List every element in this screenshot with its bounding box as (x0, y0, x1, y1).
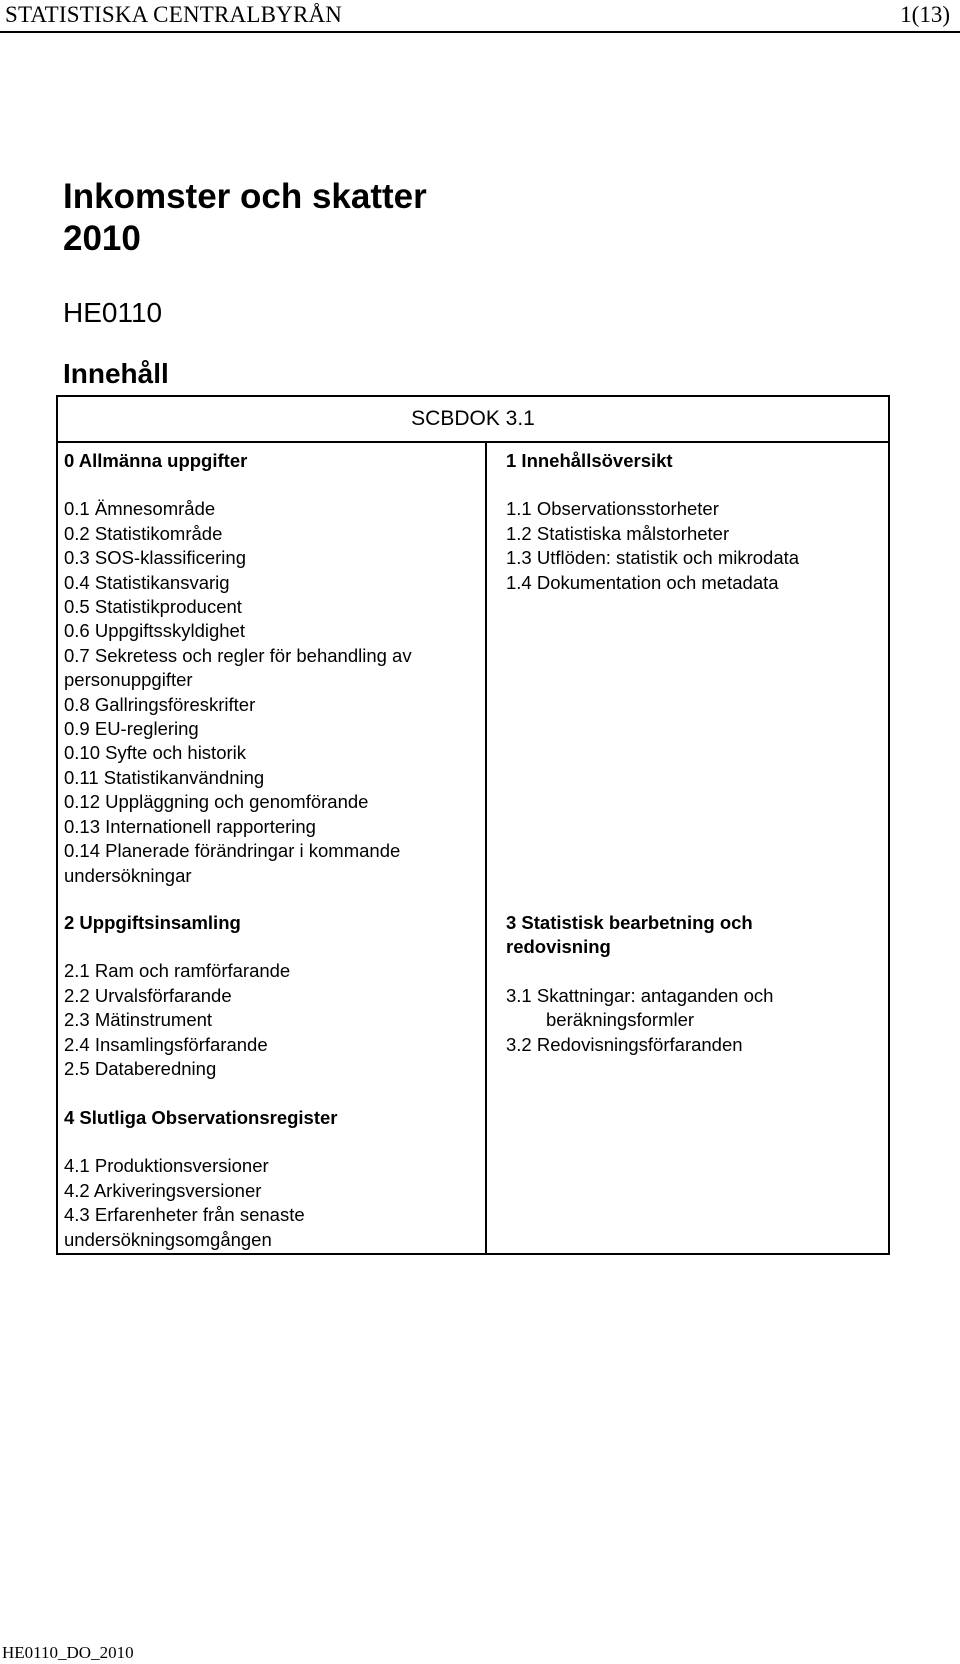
toc-item[interactable]: 0.12 Uppläggning och genomförande (64, 791, 369, 813)
section-items (64, 497, 474, 888)
toc-item[interactable]: 0.14 Planerade förändringar i kommande undersökningar (64, 840, 401, 886)
section-items (506, 497, 886, 595)
section-heading: 4 Slutliga Observationsregister (64, 1107, 338, 1128)
toc-item[interactable]: 4.3 Erfarenheter från senaste undersökningsomgången (64, 1204, 305, 1250)
toc-item[interactable]: 1.2 Statistiska målstorheter (506, 522, 730, 544)
toc-item[interactable]: 1.3 Utflöden: statistik och mikrodata (506, 547, 800, 569)
toc-item[interactable]: 0.6 Uppgiftsskyldighet (64, 620, 245, 642)
contents-table (56, 395, 890, 1255)
toc-item[interactable]: 0.1 Ämnesområde (64, 498, 216, 520)
section-3 (506, 911, 816, 1057)
document-title (63, 176, 427, 260)
toc-item[interactable]: 3.2 Redovisningsförfaranden (506, 1033, 743, 1055)
page-number: 1(13) (900, 2, 950, 27)
toc-item[interactable]: 0.5 Statistikproducent (64, 596, 242, 618)
column-divider (485, 441, 487, 1253)
toc-item[interactable]: 0.2 Statistikområde (64, 522, 223, 544)
toc-item[interactable]: 4.1 Produktionsversioner (64, 1155, 269, 1177)
toc-item[interactable]: 2.3 Mätinstrument (64, 1009, 213, 1031)
section-heading: 3 Statistisk bearbetning och redovisning (506, 912, 753, 958)
toc-item[interactable]: 3.1 Skattningar: antaganden och (506, 984, 774, 1006)
section-0 (64, 449, 474, 888)
title-line-1: Inkomster och skatter (63, 177, 427, 216)
section-heading: 2 Uppgiftsinsamling (64, 912, 241, 933)
toc-item[interactable]: 2.1 Ram och ramförfarande (64, 960, 291, 982)
toc-item[interactable]: 1.1 Observationsstorheter (506, 498, 719, 520)
section-heading: 1 Innehållsöversikt (506, 450, 673, 471)
section-items (64, 1154, 364, 1252)
section-2 (64, 911, 474, 1081)
section-4 (64, 1106, 364, 1252)
toc-item[interactable]: 0.10 Syfte och historik (64, 742, 247, 764)
toc-item[interactable]: 4.2 Arkiveringsversioner (64, 1179, 262, 1201)
toc-item[interactable]: 0.7 Sekretess och regler för behandling av personuppgifter (64, 644, 412, 691)
toc-item[interactable]: 2.5 Databeredning (64, 1058, 217, 1080)
footer-code: HE0110_DO_2010 (2, 1643, 134, 1662)
toc-item[interactable]: 0.9 EU-reglering (64, 718, 199, 740)
page-header (0, 0, 960, 33)
organization-name: STATISTISKA CENTRALBYRÅN (5, 2, 343, 27)
section-items (64, 959, 474, 1081)
toc-item[interactable]: 0.3 SOS-klassificering (64, 547, 246, 569)
toc-item[interactable]: 1.4 Dokumentation och metadata (506, 571, 779, 593)
contents-heading: Innehåll (63, 358, 169, 389)
scbdok-label: SCBDOK 3.1 (411, 407, 535, 430)
toc-item[interactable]: 0.4 Statistikansvarig (64, 571, 230, 593)
section-items (506, 984, 816, 1057)
toc-item[interactable]: 2.4 Insamlingsförfarande (64, 1033, 268, 1055)
toc-item[interactable]: 2.2 Urvalsförfarande (64, 984, 232, 1006)
title-line-2: 2010 (63, 219, 141, 258)
table-divider (58, 441, 888, 443)
product-code: HE0110 (63, 297, 163, 328)
section-heading: 0 Allmänna uppgifter (64, 450, 248, 471)
toc-item[interactable]: 0.8 Gallringsföreskrifter (64, 693, 256, 715)
toc-item[interactable]: 0.13 Internationell rapportering (64, 815, 316, 837)
toc-item-continuation[interactable]: beräkningsformler (546, 1009, 695, 1031)
toc-item[interactable]: 0.11 Statistikanvändning (64, 766, 265, 788)
section-1 (506, 449, 886, 595)
